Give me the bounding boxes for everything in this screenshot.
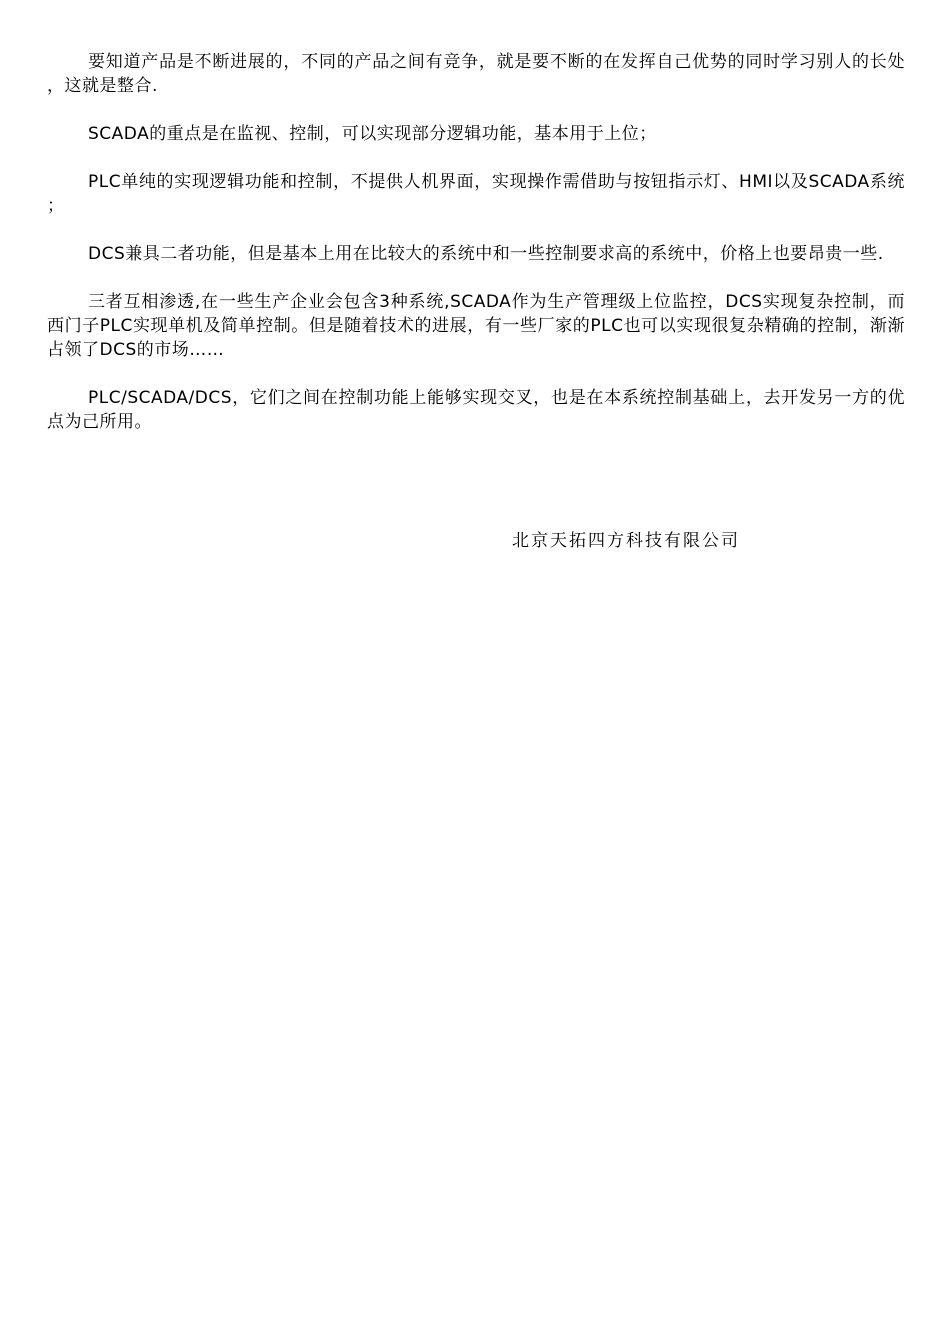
paragraph-comparison: 三者互相渗透,在一些生产企业会包含3种系统,SCADA作为生产管理级上位监控，DCS实现复杂控制，而西门子PLC实现单机及简单控制。但是随着技术的进展，有一些厂家的PLC也可以实现很复杂精确的控制，渐渐占领了DCS的市场…… — [47, 292, 905, 360]
paragraph-dcs: DCS兼具二者功能，但是基本上用在比较大的系统中和一些控制要求高的系统中，价格上也要昂贵一些. — [88, 244, 884, 264]
paragraph-conclusion: PLC/SCADA/DCS，它们之间在控制功能上能够实现交叉，也是在本系统控制基础上，去开发另一方的优点为己所用。 — [47, 388, 905, 432]
paragraph-integration: 要知道产品是不断进展的，不同的产品之间有竞争，就是要不断的在发挥自己优势的同时学习别人的长处，这就是整合. — [47, 52, 905, 96]
company-signature: 北京天拓四方科技有限公司 — [512, 531, 740, 551]
paragraph-scada: SCADA的重点是在监视、控制，可以实现部分逻辑功能，基本用于上位； — [88, 124, 657, 144]
paragraph-plc: PLC单纯的实现逻辑功能和控制，不提供人机界面，实现操作需借助与按钮指示灯、HMI以及SCADA系统； — [47, 172, 905, 216]
document-body — [47, 50, 905, 458]
